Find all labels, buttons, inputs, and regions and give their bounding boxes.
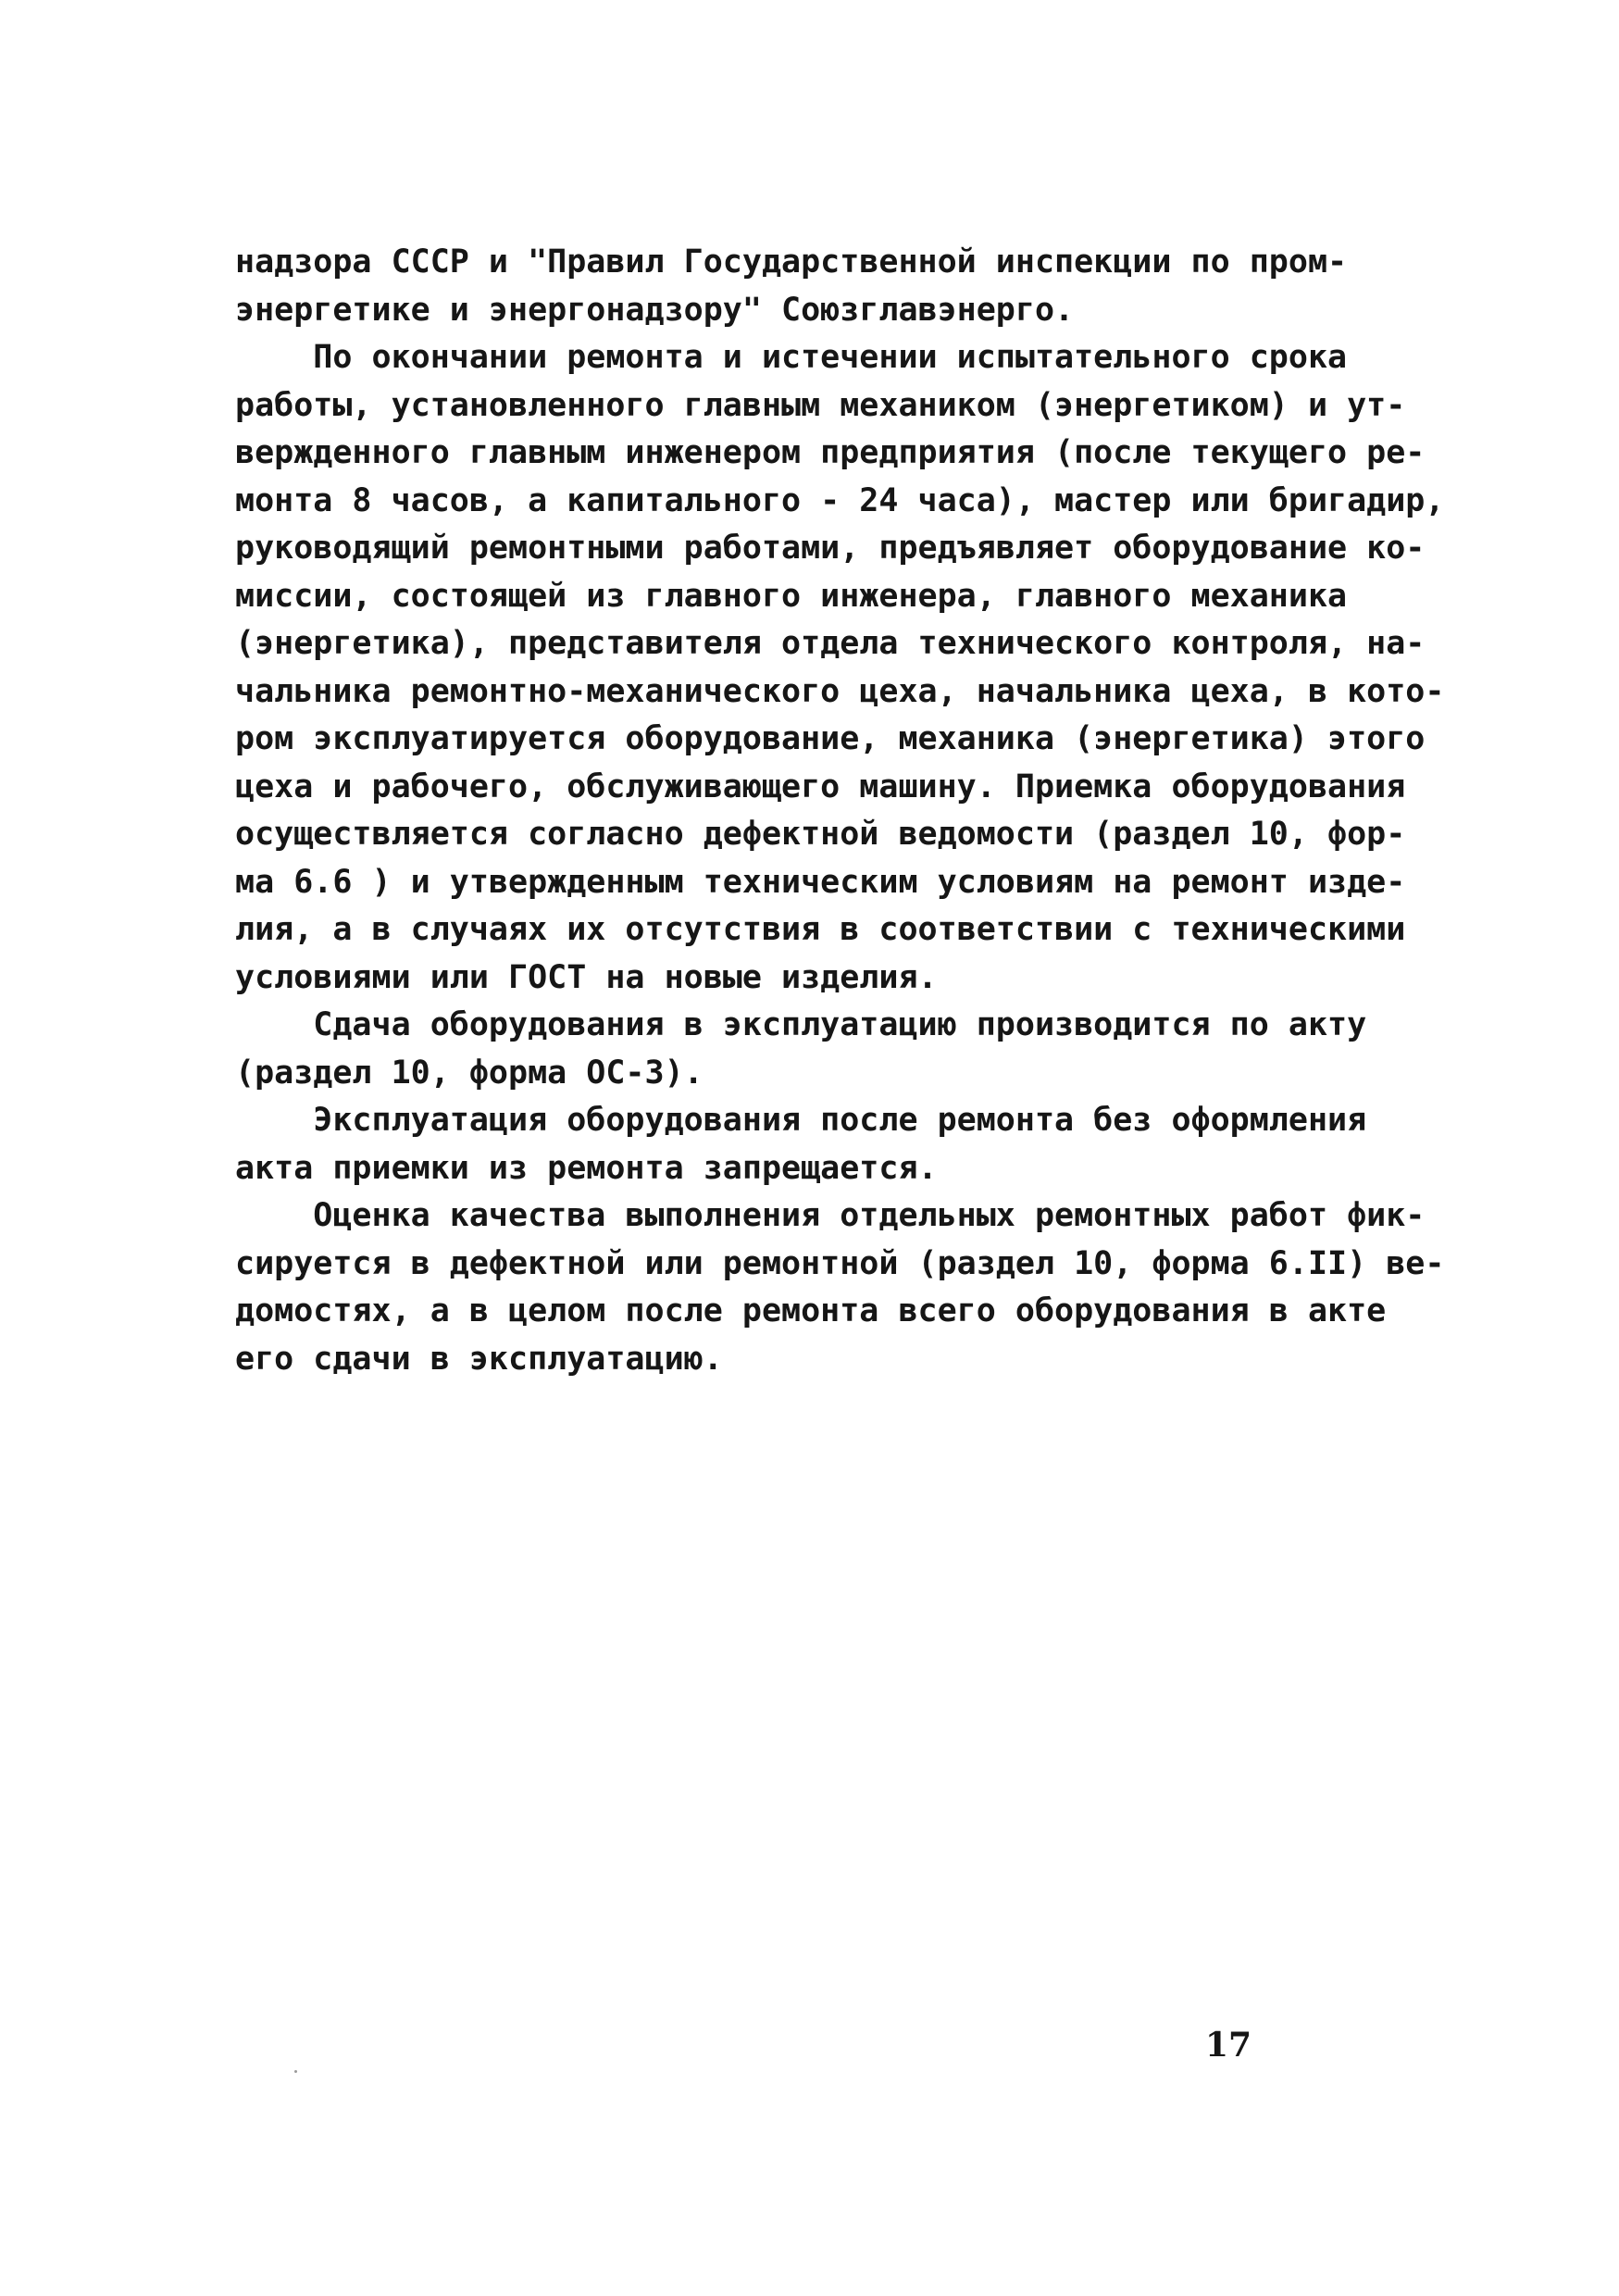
text-line: энергетике и энергонадзору" Союзглавэнерго. — [235, 291, 1075, 329]
text-line: домостях, а в целом после ремонта всего оборудования в акте — [235, 1292, 1387, 1329]
text-line: вержденного главным инженером предприятия (после текущего ре- — [235, 434, 1426, 471]
text-line: По окончании ремонта и истечении испытательного срока — [235, 339, 1348, 376]
text-line: Оценка качества выполнения отдельных ремонтных работ фик- — [235, 1197, 1426, 1234]
paragraph — [235, 1097, 1401, 1192]
text-line: акта приемки из ремонта запрещается. — [235, 1149, 938, 1187]
text-line: монта 8 часов, а капитального - 24 часа), мастер или бригадир, — [235, 481, 1445, 519]
text-line: ром эксплуатируется оборудование, механика (энергетика) этого — [235, 720, 1426, 757]
text-line: цеха и рабочего, обслуживающего машину. Приемка оборудования — [235, 767, 1406, 805]
text-line: чальника ремонтно-механического цеха, начальника цеха, в кото- — [235, 672, 1445, 710]
text-line: руководящий ремонтными работами, предъявляет оборудование ко- — [235, 530, 1426, 567]
text-line: ма 6.6 ) и утвержденным техническим условиям на ремонт изде- — [235, 863, 1406, 901]
text-line: (энергетика), представителя отдела технического контроля, на- — [235, 625, 1426, 662]
page-number: 17 — [1205, 2026, 1252, 2065]
body-text — [235, 239, 1445, 1383]
scan-speck — [294, 2070, 297, 2073]
paragraph — [235, 1192, 1445, 1383]
text-line: миссии, состоящей из главного инженера, главного механика — [235, 577, 1348, 615]
text-line: лия, а в случаях их отсутствия в соответствии с техническими — [235, 911, 1406, 948]
text-line: (раздел 10, форма ОС-3). — [235, 1054, 704, 1092]
text-line: его сдачи в эксплуатацию. — [235, 1340, 723, 1378]
paragraph — [235, 1002, 1401, 1097]
text-line: осуществляется согласно дефектной ведомости (раздел 10, фор- — [235, 816, 1406, 853]
text-line: условиями или ГОСТ на новые изделия. — [235, 958, 938, 996]
text-line: Эксплуатация оборудования после ремонта без оформления — [235, 1102, 1367, 1139]
text-line: Сдача оборудования в эксплуатацию производится по акту — [235, 1006, 1367, 1043]
text-line: надзора СССР и "Правил Государственной инспекции по пром- — [235, 243, 1348, 281]
text-line: сируется в дефектной или ремонтной (раздел 10, форма 6.II) ве- — [235, 1244, 1445, 1282]
paragraph — [235, 334, 1445, 1002]
text-line: работы, установленного главным механиком (энергетиком) и ут- — [235, 386, 1406, 424]
paragraph — [235, 239, 1401, 334]
